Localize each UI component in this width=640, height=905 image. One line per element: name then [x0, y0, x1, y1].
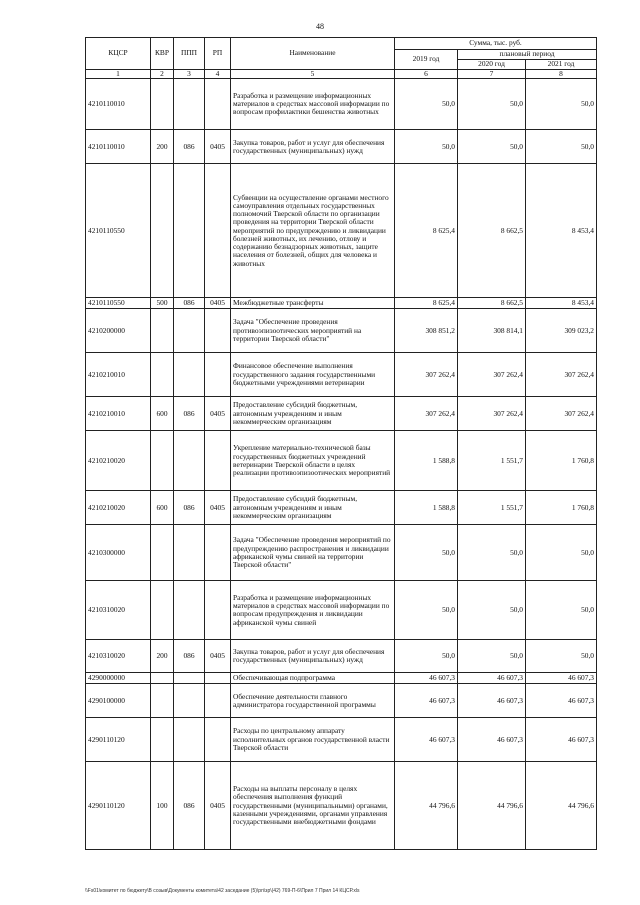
amount-2021-cell: 50,0: [526, 640, 597, 673]
ppp-cell: [174, 353, 205, 397]
name-cell: Расходы по центральному аппарату исполнительных органов государственной власти Тверской области: [231, 718, 395, 762]
kvr-cell: 600: [151, 397, 174, 431]
rp-cell: 0405: [205, 130, 231, 164]
header-kcsr: КЦСР: [86, 38, 151, 70]
ppp-cell: [174, 673, 205, 684]
header-kvr: КВР: [151, 38, 174, 70]
rp-cell: [205, 718, 231, 762]
column-number: 7: [458, 70, 526, 79]
amount-2020-cell: 1 551,7: [458, 431, 526, 491]
amount-2021-cell: 8 453,4: [526, 164, 597, 298]
amount-2021-cell: 307 262,4: [526, 353, 597, 397]
ppp-cell: [174, 309, 205, 353]
ppp-cell: [174, 164, 205, 298]
amount-2020-cell: 50,0: [458, 581, 526, 640]
ppp-cell: [174, 718, 205, 762]
rp-cell: [205, 431, 231, 491]
amount-2021-cell: 1 760,8: [526, 491, 597, 525]
table-row: [86, 298, 597, 309]
header-ppp: ППП: [174, 38, 205, 70]
table-row: [86, 640, 597, 673]
ppp-cell: 086: [174, 397, 205, 431]
amount-2019-cell: 46 607,3: [395, 684, 458, 718]
table-row: [86, 525, 597, 581]
amount-2021-cell: 307 262,4: [526, 397, 597, 431]
name-cell: Обеспечение деятельности главного администратора государственной программы: [231, 684, 395, 718]
table-row: [86, 718, 597, 762]
rp-cell: 0405: [205, 762, 231, 850]
amount-2020-cell: 1 551,7: [458, 491, 526, 525]
table-row: [86, 673, 597, 684]
amount-2021-cell: 46 607,3: [526, 684, 597, 718]
name-cell: Предоставление субсидий бюджетным, автономным учреждениям и иным некоммерческим организациям: [231, 397, 395, 431]
ppp-cell: 086: [174, 491, 205, 525]
name-cell: Предоставление субсидий бюджетным, автономным учреждениям и иным некоммерческим организациям: [231, 491, 395, 525]
amount-2019-cell: 307 262,4: [395, 397, 458, 431]
column-number: 2: [151, 70, 174, 79]
kvr-cell: 200: [151, 130, 174, 164]
kvr-cell: 600: [151, 491, 174, 525]
amount-2019-cell: 50,0: [395, 640, 458, 673]
kvr-cell: [151, 718, 174, 762]
kcsr-cell: 4210310020: [86, 581, 151, 640]
amount-2020-cell: 50,0: [458, 525, 526, 581]
name-cell: Субвенции на осуществление органами местного самоуправления отдельных государственных полномочий Тверской области по организации проведения на территории Тверской области мероприятий по предупреждению и ликвидации болезней животных, их лечению, отлову и содержанию безнадзорных животных, защите населения от болезней, общих для человека и животных: [231, 164, 395, 298]
kvr-cell: [151, 309, 174, 353]
header-planned-period: плановый период: [458, 50, 597, 60]
table-row: [86, 309, 597, 353]
kcsr-cell: 4210110010: [86, 130, 151, 164]
kcsr-cell: 4210210010: [86, 353, 151, 397]
table-row: [86, 397, 597, 431]
amount-2021-cell: 46 607,3: [526, 718, 597, 762]
kvr-cell: [151, 525, 174, 581]
name-cell: Задача "Обеспечение проведения противоэпизоотических мероприятий на территории Тверской области": [231, 309, 395, 353]
amount-2020-cell: 46 607,3: [458, 684, 526, 718]
ppp-cell: [174, 431, 205, 491]
table-row: [86, 762, 597, 850]
name-cell: Разработка и размещение информационных материалов в средствах массовой информации по вопросам профилактики бешенства животных: [231, 79, 395, 130]
ppp-cell: [174, 581, 205, 640]
amount-2021-cell: 50,0: [526, 79, 597, 130]
amount-2019-cell: 50,0: [395, 525, 458, 581]
amount-2020-cell: 8 662,5: [458, 298, 526, 309]
amount-2021-cell: 50,0: [526, 525, 597, 581]
rp-cell: [205, 353, 231, 397]
kvr-cell: [151, 581, 174, 640]
kcsr-cell: 4290110120: [86, 718, 151, 762]
ppp-cell: 086: [174, 762, 205, 850]
amount-2019-cell: 50,0: [395, 79, 458, 130]
header-sum: Сумма, тыс. руб.: [395, 38, 597, 50]
table-body: [86, 79, 597, 850]
column-number: 8: [526, 70, 597, 79]
amount-2019-cell: 8 625,4: [395, 298, 458, 309]
table-row: [86, 353, 597, 397]
amount-2020-cell: 44 796,6: [458, 762, 526, 850]
kcsr-cell: 4290100000: [86, 684, 151, 718]
amount-2019-cell: 1 588,8: [395, 491, 458, 525]
amount-2021-cell: 8 453,4: [526, 298, 597, 309]
header-year-2019: 2019 год: [395, 50, 458, 70]
rp-cell: [205, 309, 231, 353]
table-row: [86, 431, 597, 491]
kcsr-cell: 4290110120: [86, 762, 151, 850]
kvr-cell: [151, 431, 174, 491]
kcsr-cell: 4210200000: [86, 309, 151, 353]
kcsr-cell: 4210310020: [86, 640, 151, 673]
kvr-cell: 500: [151, 298, 174, 309]
header-name: Наименование: [231, 38, 395, 70]
name-cell: Укрепление материально-технической базы государственных бюджетных учреждений ветеринарии Тверской области в целях реализации противоэпизоотических мероприятий: [231, 431, 395, 491]
kvr-cell: [151, 684, 174, 718]
ppp-cell: 086: [174, 298, 205, 309]
header-year-2020: 2020 год: [458, 60, 526, 70]
amount-2021-cell: 50,0: [526, 130, 597, 164]
table-row: [86, 79, 597, 130]
kvr-cell: [151, 673, 174, 684]
name-cell: Расходы на выплаты персоналу в целях обеспечения выполнения функций государственными (муниципальными) органами, казенными учреждениями, органами управления государственными внебюджетными фондами: [231, 762, 395, 850]
column-number: 4: [205, 70, 231, 79]
amount-2020-cell: 50,0: [458, 130, 526, 164]
ppp-cell: [174, 684, 205, 718]
rp-cell: 0405: [205, 640, 231, 673]
name-cell: Финансовое обеспечение выполнения государственного задания государственными бюджетными учреждениями ветеринарии: [231, 353, 395, 397]
amount-2020-cell: 308 814,1: [458, 309, 526, 353]
column-number-row: [86, 70, 597, 79]
name-cell: Разработка и размещение информационных материалов в средствах массовой информации по вопросам предупреждения и ликвидации африканской чумы свиней: [231, 581, 395, 640]
amount-2019-cell: 308 851,2: [395, 309, 458, 353]
kvr-cell: 100: [151, 762, 174, 850]
kcsr-cell: 4210210010: [86, 397, 151, 431]
kcsr-cell: 4290000000: [86, 673, 151, 684]
rp-cell: [205, 684, 231, 718]
rp-cell: [205, 79, 231, 130]
amount-2020-cell: 46 607,3: [458, 673, 526, 684]
amount-2019-cell: 46 607,3: [395, 718, 458, 762]
amount-2019-cell: 8 625,4: [395, 164, 458, 298]
amount-2020-cell: 8 662,5: [458, 164, 526, 298]
kvr-cell: [151, 353, 174, 397]
ppp-cell: [174, 79, 205, 130]
amount-2019-cell: 44 796,6: [395, 762, 458, 850]
amount-2020-cell: 46 607,3: [458, 718, 526, 762]
rp-cell: [205, 164, 231, 298]
table-row: [86, 130, 597, 164]
table-row: [86, 684, 597, 718]
ppp-cell: 086: [174, 640, 205, 673]
amount-2019-cell: 50,0: [395, 581, 458, 640]
column-number: 1: [86, 70, 151, 79]
table-row: [86, 164, 597, 298]
name-cell: Обеспечивающая подпрограмма: [231, 673, 395, 684]
amount-2021-cell: 309 023,2: [526, 309, 597, 353]
kcsr-cell: 4210210020: [86, 491, 151, 525]
kcsr-cell: 4210110010: [86, 79, 151, 130]
rp-cell: 0405: [205, 397, 231, 431]
rp-cell: 0405: [205, 298, 231, 309]
name-cell: Закупка товаров, работ и услуг для обеспечения государственных (муниципальных) нужд: [231, 640, 395, 673]
kvr-cell: [151, 164, 174, 298]
name-cell: Закупка товаров, работ и услуг для обеспечения государственных (муниципальных) нужд: [231, 130, 395, 164]
kvr-cell: [151, 79, 174, 130]
amount-2019-cell: 1 588,8: [395, 431, 458, 491]
column-number: 5: [231, 70, 395, 79]
rp-cell: [205, 525, 231, 581]
kcsr-cell: 4210110550: [86, 298, 151, 309]
rp-cell: [205, 581, 231, 640]
rp-cell: [205, 673, 231, 684]
amount-2021-cell: 46 607,3: [526, 673, 597, 684]
amount-2020-cell: 50,0: [458, 79, 526, 130]
column-number: 3: [174, 70, 205, 79]
amount-2020-cell: 307 262,4: [458, 397, 526, 431]
kcsr-cell: 4210300000: [86, 525, 151, 581]
amount-2021-cell: 44 796,6: [526, 762, 597, 850]
amount-2021-cell: 50,0: [526, 581, 597, 640]
rp-cell: 0405: [205, 491, 231, 525]
amount-2020-cell: 307 262,4: [458, 353, 526, 397]
table-row: [86, 581, 597, 640]
header-rp: РП: [205, 38, 231, 70]
column-number: 6: [395, 70, 458, 79]
budget-table: [85, 37, 597, 850]
header-year-2021: 2021 год: [526, 60, 597, 70]
name-cell: Межбюджетные трансферты: [231, 298, 395, 309]
table-row: [86, 491, 597, 525]
amount-2019-cell: 50,0: [395, 130, 458, 164]
kcsr-cell: 4210110550: [86, 164, 151, 298]
amount-2019-cell: 46 607,3: [395, 673, 458, 684]
amount-2021-cell: 1 760,8: [526, 431, 597, 491]
footer-file-path: \\Fs01\комитет по бюджету\В созыв\Документы комитета\42 заседание (5)\рп\зр\(42) 769-П-6\Прил 7 Прил 14 КЦСР.xls: [85, 888, 360, 894]
amount-2019-cell: 307 262,4: [395, 353, 458, 397]
kvr-cell: 200: [151, 640, 174, 673]
ppp-cell: [174, 525, 205, 581]
ppp-cell: 086: [174, 130, 205, 164]
kcsr-cell: 4210210020: [86, 431, 151, 491]
page-number: 48: [316, 22, 324, 31]
amount-2020-cell: 50,0: [458, 640, 526, 673]
name-cell: Задача "Обеспечение проведения мероприятий по предупреждению распространения и ликвидации африканской чумы свиней на территории Тверской области": [231, 525, 395, 581]
